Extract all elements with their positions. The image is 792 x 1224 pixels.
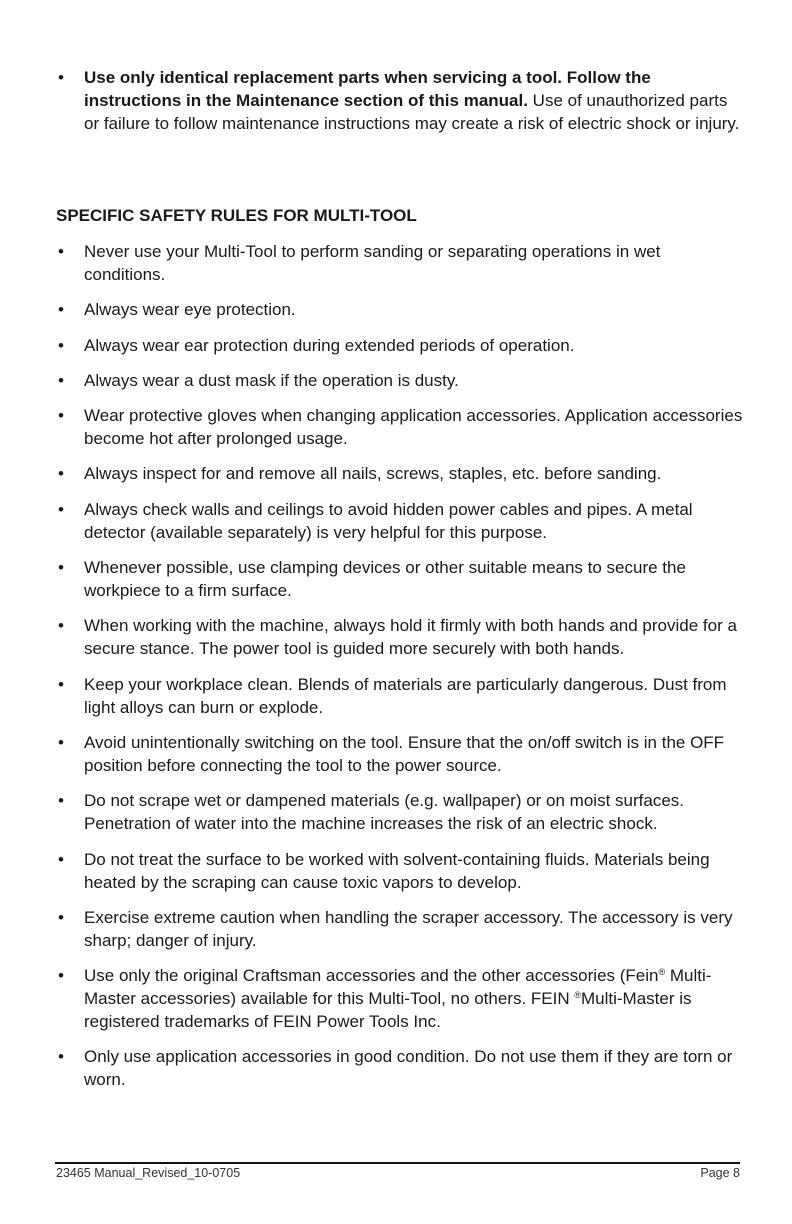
bullet: • <box>58 907 64 927</box>
item-text: Wear protective gloves when changing application accessories. Application accessories become hot after prolonged usage. <box>84 406 743 449</box>
list-item <box>56 556 746 602</box>
list-item <box>56 369 746 392</box>
safety-rules-list <box>56 240 746 1104</box>
footer-page-number: Page 8 <box>700 1166 740 1180</box>
intro-bold-text: Use only identical replacement parts when servicing a tool. Follow the instructions in the Maintenance section of this manual. <box>84 68 651 110</box>
bullet: • <box>58 732 64 752</box>
list-item <box>56 731 746 777</box>
bullet: • <box>58 242 64 261</box>
item-text: Keep your workplace clean. Blends of materials are particularly dangerous. Dust from light alloys can burn or explode. <box>84 674 727 717</box>
bullet: • <box>58 406 64 426</box>
list-item <box>56 498 746 544</box>
bullet: • <box>58 300 64 320</box>
item-text: Always check walls and ceilings to avoid hidden power cables and pipes. A metal detector (available separately) is very helpful for this purpose. <box>84 499 693 542</box>
registered-mark: ® <box>574 990 581 1001</box>
list-item <box>56 848 746 894</box>
bullet: • <box>58 674 64 694</box>
item-text: Do not treat the surface to be worked with solvent-containing fluids. Materials being heated by the scraping can cause toxic vapors to develop. <box>84 849 710 892</box>
list-item <box>56 1045 746 1091</box>
bullet: • <box>58 558 64 578</box>
list-item <box>56 789 746 835</box>
list-item <box>56 404 746 450</box>
item-text: Exercise extreme caution when handling the scraper accessory. The accessory is very sharp; danger of injury. <box>84 907 733 950</box>
item-text: Multi-Master accessories) available for this Multi-Tool, no others. FEIN <box>84 966 712 1009</box>
intro-warning <box>56 66 746 135</box>
bullet: • <box>58 335 64 355</box>
list-item <box>56 240 746 286</box>
item-text: Avoid unintentionally switching on the tool. Ensure that the on/off switch is in the OFF position before connecting the tool to the power source. <box>84 732 725 775</box>
item-text: Multi-Master is registered trademarks of FEIN Power Tools Inc. <box>84 989 692 1032</box>
registered-mark: ® <box>658 967 666 978</box>
item-text: Always wear a dust mask if the operation is dusty. <box>84 370 459 390</box>
item-text: Never use your Multi-Tool to perform sanding or separating operations in wet conditions. <box>84 242 661 284</box>
item-text: Do not scrape wet or dampened materials (e.g. wallpaper) or on moist surfaces. Penetration of water into the machine increases the risk of an electric shock. <box>84 791 684 834</box>
list-item <box>56 614 746 660</box>
item-text: Always inspect for and remove all nails, screws, staples, etc. before sanding. <box>84 464 662 484</box>
list-item <box>56 298 746 321</box>
list-item <box>56 673 746 719</box>
item-text: Always wear ear protection during extended periods of operation. <box>84 335 575 355</box>
item-text: Always wear eye protection. <box>84 300 296 320</box>
intro-text: Use of unauthorized parts or failure to follow maintenance instructions may create a risk of electric shock or injury. <box>84 91 740 133</box>
footer-doc-id: 23465 Manual_Revised_10-0705 <box>56 1166 241 1180</box>
list-item <box>56 462 746 485</box>
bullet: • <box>58 791 64 811</box>
bullet: • <box>58 68 64 87</box>
bullet: • <box>58 370 64 390</box>
section-heading: SPECIFIC SAFETY RULES FOR MULTI-TOOL <box>56 206 417 225</box>
list-item <box>56 964 746 1033</box>
list-item <box>56 906 746 952</box>
bullet: • <box>58 1047 64 1067</box>
list-item <box>56 66 746 135</box>
bullet: • <box>58 849 64 869</box>
bullet: • <box>58 616 64 636</box>
item-text: Use only the original Craftsman accessories and the other accessories (Fein <box>84 966 659 986</box>
item-text: Only use application accessories in good condition. Do not use them if they are torn or worn. <box>84 1047 733 1090</box>
bullet: • <box>58 966 64 986</box>
item-text: Whenever possible, use clamping devices or other suitable means to secure the workpiece to a firm surface. <box>84 558 686 601</box>
item-text: When working with the machine, always hold it firmly with both hands and provide for a secure stance. The power tool is guided more securely with both hands. <box>84 616 737 659</box>
bullet: • <box>58 464 64 484</box>
footer-divider <box>55 1162 740 1164</box>
list-item <box>56 334 746 357</box>
bullet: • <box>58 499 64 519</box>
